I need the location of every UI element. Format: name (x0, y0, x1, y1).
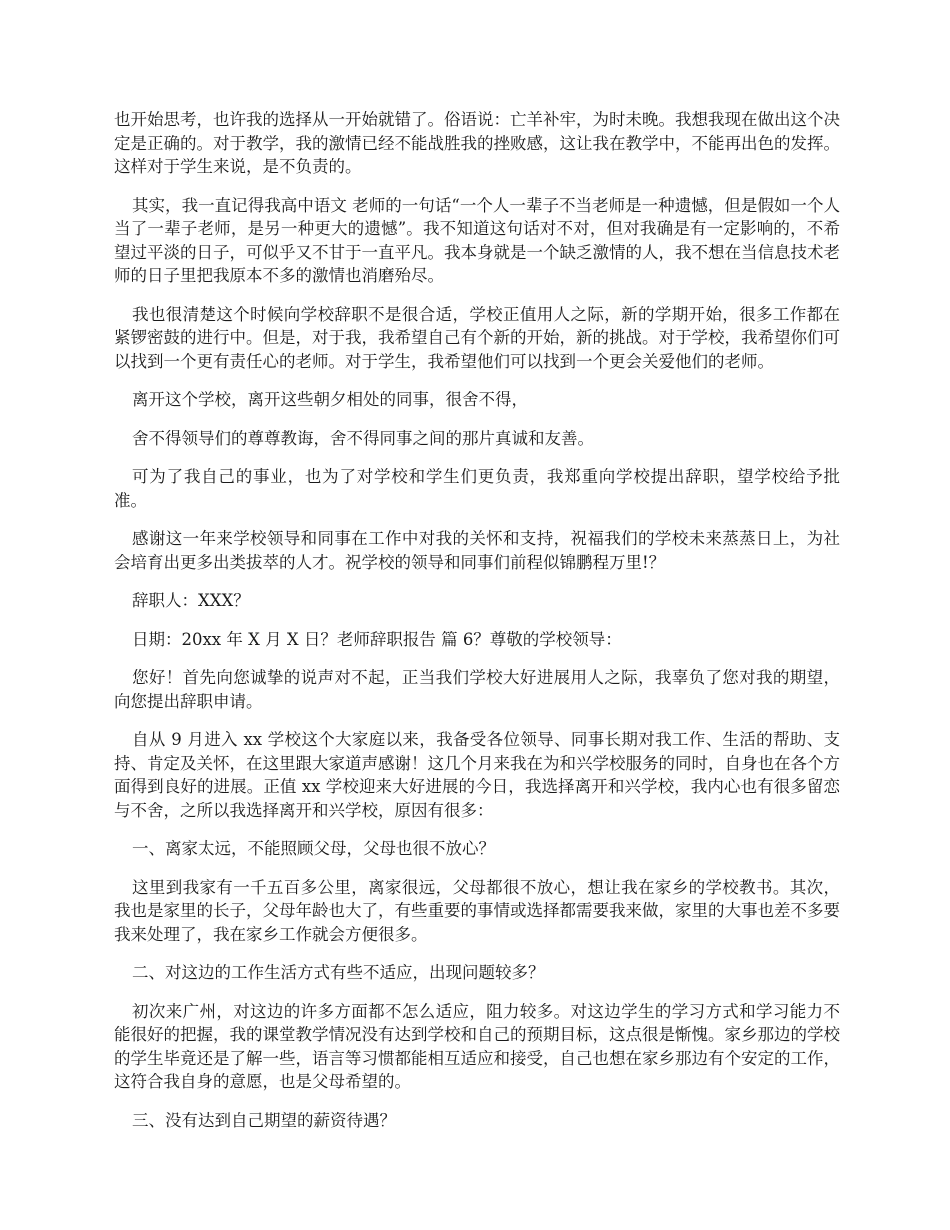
paragraph-5: 舍不得领导们的尊尊教诲，舍不得同事之间的那片真诚和友善。 (132, 428, 594, 448)
paragraph-13: 这里到我家有一千五百多公里，离家很远，父母都很不放心，想让我在家乡的学校教书。其次，我也是家里的长子，父母年龄也大了，有些重要的事情或选择都需要我来做，家里的大事也差不多要我来处理了，我在家乡工作就会方便很多。 (114, 877, 840, 944)
paragraph-1: 也开始思考，也许我的选择从一开始就错了。俗语说：亡羊补牢，为时未晚。我想我现在做出这个决定是正确的。对于教学，我的激情已经不能战胜我的挫败感，这让我在教学中，不能再出色的发挥。这样对于学生来说，是不负责的。 (114, 110, 840, 176)
paragraph-15: 初次来广州，对这边的许多方面都不怎么适应，阻力较多。对这边学生的学习方式和学习能力不能很好的把握，我的课堂教学情况没有达到学校和自己的预期目标，这点很是惭愧。家乡那边的学校的学生毕竟还是了解一些，语言等习惯都能相互适应和接受，自己也想在家乡那边有个安定的工作，这符合我自身的意愿，也是父母希望的。 (114, 1001, 840, 1091)
date-line: 日期：20xx 年 X 月 X 日？老师辞职报告 篇 6？尊敬的学校领导： (132, 629, 622, 649)
paragraph-6: 可为了我自己的事业，也为了对学校和学生们更负责，我郑重向学校提出辞职，望学校给予批准。 (114, 467, 840, 510)
document-body (114, 108, 840, 1147)
paragraph-4: 离开这个学校，离开这些朝夕相处的同事，很舍不得， (132, 390, 528, 409)
paragraph-3: 我也很清楚这个时候向学校辞职不是很合适，学校正值用人之际，新的学期开始，很多工作都在紧锣密鼓的进行中。但是，对于我，我希望自己有个新的开始，新的挑战。对于学校，我希望你们可以找到一个更有责任心的老师。对于学生，我希望他们可以找到一个更会关爱他们的老师。 (114, 304, 840, 371)
paragraph-2: 其实，我一直记得我高中语文 老师的一句话“一个人一辈子不当老师是一种遗憾，但是假如一个人当了一辈子老师，是另一种更大的遗憾”。我不知道这句话对不对，但对我确是有一定影响的，不希望过平淡的日子，可似乎又不甘于一直平凡。我本身就是一个缺乏激情的人，我不想在当信息技术老师的日子里把我原本不多的激情也消磨殆尽。 (114, 195, 840, 285)
paragraph-11: 自从 9 月进入 xx 学校这个大家庭以来，我备受各位领导、同事长期对我工作、生活的帮助、支持、肯定及关怀，在这里跟大家道声感谢！这几个月来我在为和兴学校服务的同时，自身也在各个方面得到良好的进展。正值 xx 学校迎来大好进展的今日，我选择离开和兴学校，我内心也有很多留恋与不舍，之所以我选择离开和兴学校，原因有很多： (114, 730, 840, 820)
reason-heading-3: 三、没有达到自己期望的薪资待遇？ (132, 1110, 396, 1130)
reason-heading-2: 二、对这边的工作生活方式有些不适应，出现问题较多？ (132, 963, 545, 982)
reason-heading-1: 一、离家太远，不能照顾父母，父母也很不放心？ (132, 839, 495, 858)
paragraph-7: 感谢这一年来学校领导和同事在工作中对我的关怀和支持，祝福我们的学校未来蒸蒸日上，为社会培育出更多出类拔萃的人才。祝学校的领导和同事们前程似锦鹏程万里!？ (114, 529, 840, 572)
resigner-line: 辞职人：XXX？ (132, 591, 250, 610)
paragraph-greeting: 您好！首先向您诚挚的说声对不起，正当我们学校大好进展用人之际，我辜负了您对我的期望，向您提出辞职申请。 (114, 668, 840, 711)
